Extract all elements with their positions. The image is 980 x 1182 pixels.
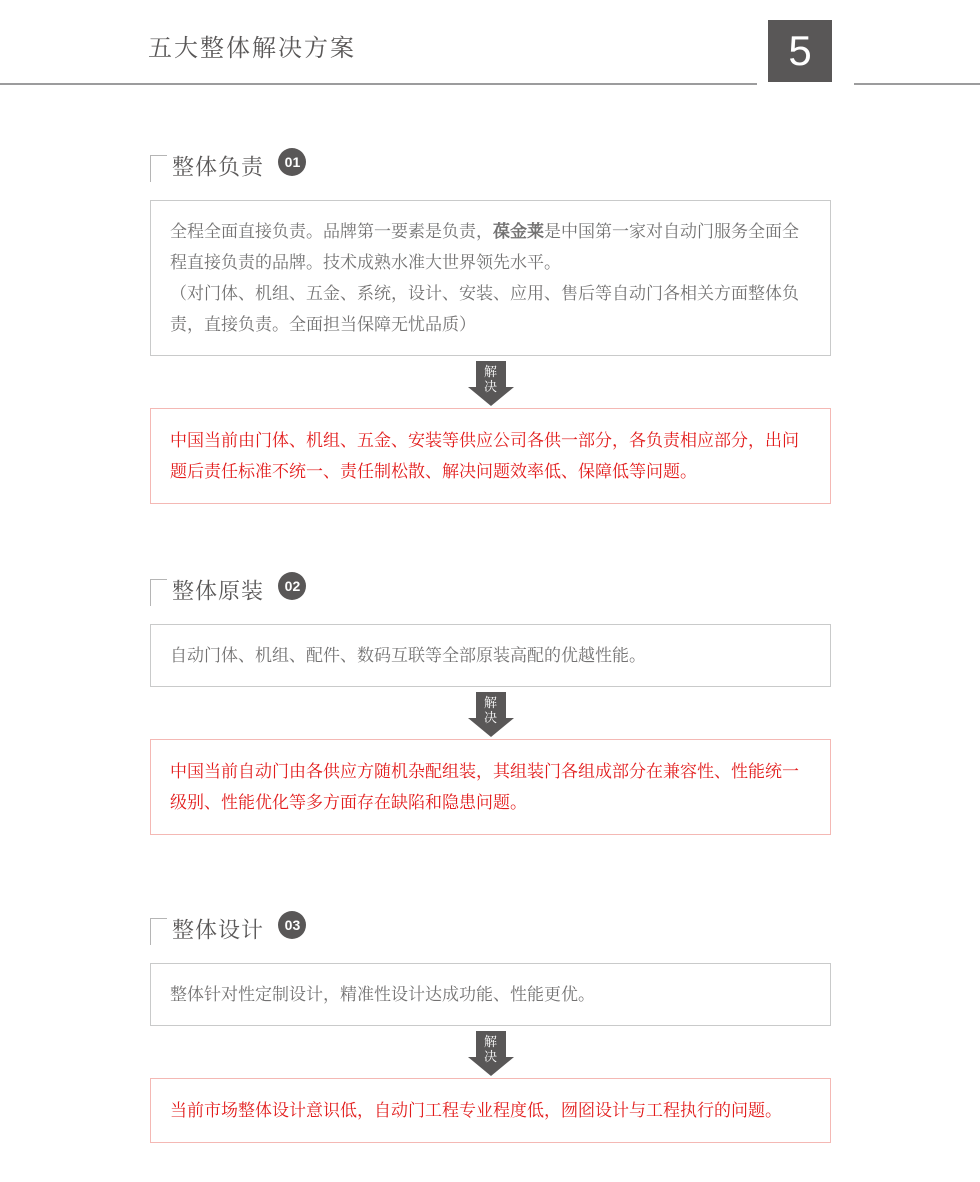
solve-arrow-label: 解决 bbox=[483, 1034, 497, 1064]
page-number: 5 bbox=[788, 27, 812, 74]
section-title: 整体原装 bbox=[172, 578, 265, 604]
section-number-badge: 02 bbox=[278, 572, 306, 600]
solution-section bbox=[150, 148, 831, 504]
problem-box bbox=[150, 1078, 831, 1143]
description-paragraph: （对门体、机组、五金、系统，设计、安装、应用、售后等自动门各相关方面整体负责，直接负责。全面担当保障无忧品质） bbox=[170, 284, 799, 334]
description-paragraph: 整体针对性定制设计，精准性设计达成功能、性能更优。 bbox=[170, 985, 595, 1004]
solution-section bbox=[150, 911, 831, 1143]
solve-arrow-label: 解决 bbox=[483, 695, 497, 725]
section-title: 整体负责 bbox=[172, 154, 265, 180]
solve-arrow-down-icon bbox=[468, 692, 514, 737]
page-number-badge bbox=[768, 20, 832, 82]
problem-text: 中国当前由门体、机组、五金、安装等供应公司各供一部分，各负责相应部分，出问题后责任标准不统一、责任制松散、解决问题效率低、保障低等问题。 bbox=[170, 431, 799, 481]
solve-arrow-down-icon bbox=[468, 1031, 514, 1076]
page-title: 五大整体解决方案 bbox=[148, 35, 356, 62]
solutions-list bbox=[150, 84, 831, 1143]
section-header bbox=[150, 911, 831, 943]
section-number-badge: 03 bbox=[278, 911, 306, 939]
section-number-badge: 01 bbox=[278, 148, 306, 176]
solution-section bbox=[150, 572, 831, 835]
problem-text: 中国当前自动门由各供应方随机杂配组装，其组装门各组成部分在兼容性、性能统一级别、性能优化等多方面存在缺陷和隐患问题。 bbox=[170, 762, 799, 812]
description-box bbox=[150, 200, 831, 356]
section-header bbox=[150, 148, 831, 180]
description-paragraph: 自动门体、机组、配件、数码互联等全部原装高配的优越性能。 bbox=[170, 646, 646, 665]
header-divider-right bbox=[854, 83, 980, 85]
corner-bracket-icon bbox=[150, 155, 167, 182]
problem-text: 当前市场整体设计意识低，自动门工程专业程度低，囫囵设计与工程执行的问题。 bbox=[170, 1101, 782, 1120]
solve-arrow-down-icon bbox=[468, 361, 514, 406]
corner-bracket-icon bbox=[150, 579, 167, 606]
description-box bbox=[150, 624, 831, 687]
corner-bracket-icon bbox=[150, 918, 167, 945]
solve-arrow-label: 解决 bbox=[483, 364, 497, 394]
description-box bbox=[150, 963, 831, 1026]
section-title: 整体设计 bbox=[172, 917, 265, 943]
description-paragraph: 全程全面直接负责。品牌第一要素是负责，葆金莱是中国第一家对自动门服务全面全程直接负责的品牌。技术成熟水准大世界领先水平。 bbox=[170, 222, 799, 272]
problem-box bbox=[150, 408, 831, 504]
section-header bbox=[150, 572, 831, 604]
problem-box bbox=[150, 739, 831, 835]
